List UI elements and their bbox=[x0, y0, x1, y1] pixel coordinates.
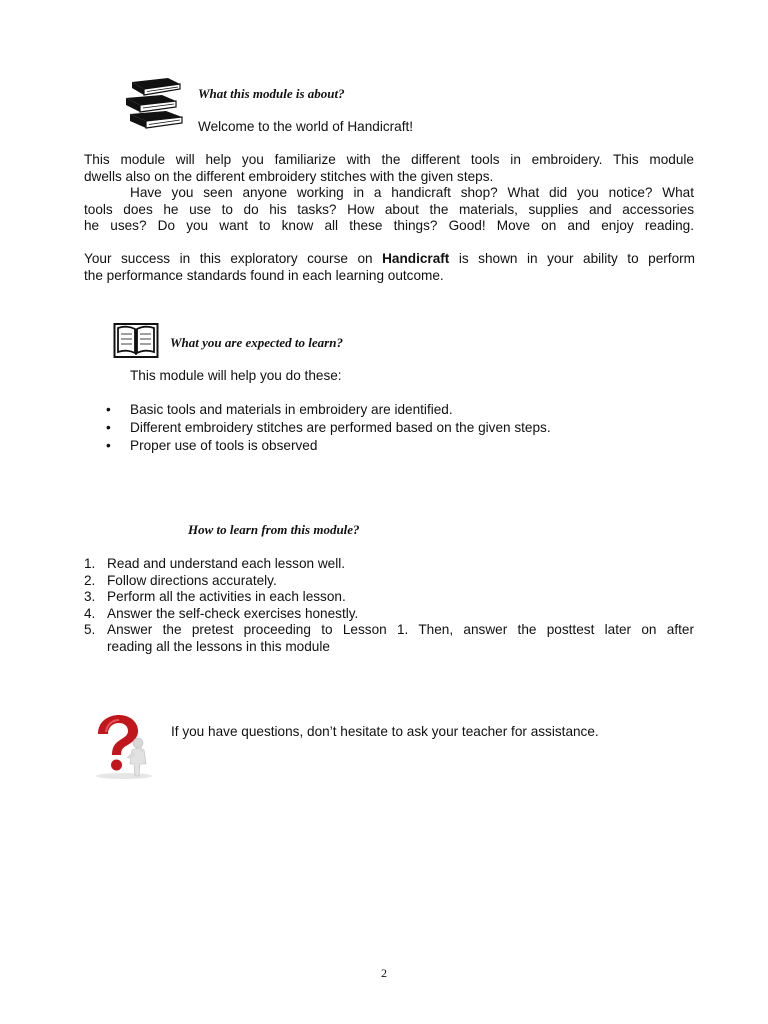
list-item: • Proper use of tools is observed bbox=[106, 438, 551, 456]
list-item: • Basic tools and materials in embroidery are identified. bbox=[106, 402, 551, 420]
list-item bbox=[84, 622, 694, 655]
step-number: 4. bbox=[84, 605, 96, 621]
list-item bbox=[84, 556, 694, 573]
step-number: 5. bbox=[84, 622, 96, 637]
heading-expected-learn: What you are expected to learn? bbox=[170, 335, 343, 350]
list-item bbox=[84, 589, 694, 606]
intro-line-3: Have you seen anyone working in a handicraft shop? What did you notice? What bbox=[130, 185, 694, 200]
intro-line-4: tools does he use to do his tasks? How about the materials, supplies and accessories bbox=[84, 201, 694, 217]
step-text: Answer the self-check exercises honestly. bbox=[107, 605, 359, 621]
intro-paragraph bbox=[84, 152, 694, 235]
stacked-books-icon bbox=[122, 76, 186, 130]
intro-line-1: This module will help you familiarize with the different tools in embroidery. This module bbox=[84, 152, 694, 167]
welcome-text: Welcome to the world of Handicraft! bbox=[198, 119, 414, 134]
step-number: 1. bbox=[84, 556, 96, 571]
success-paragraph bbox=[84, 251, 695, 284]
assistance-note: If you have questions, don’t hesitate to ask your teacher for assistance. bbox=[171, 724, 599, 739]
success-line-1 bbox=[84, 251, 695, 268]
expected-intro: This module will help you do these: bbox=[130, 368, 342, 383]
step-text: Read and understand each lesson well. bbox=[107, 556, 346, 571]
intro-line-5: he uses? Do you want to know all these things? Good! Move on and enjoy reading. bbox=[84, 218, 694, 233]
list-item: • Different embroidery stitches are performed based on the given steps. bbox=[106, 420, 551, 438]
step-text-line-1: Answer the pretest proceeding to Lesson 1. Then, answer the posttest later on after bbox=[107, 622, 694, 637]
heading-module-about: What this module is about? bbox=[198, 86, 345, 101]
steps-list bbox=[84, 556, 694, 655]
outcomes-list bbox=[106, 402, 551, 456]
step-text: Follow directions accurately. bbox=[107, 572, 277, 588]
step-number: 2. bbox=[84, 572, 96, 588]
page-number: 2 bbox=[381, 966, 387, 980]
success-text-after: is shown in your ability to perform bbox=[449, 251, 695, 266]
success-text-before: Your success in this exploratory course on bbox=[84, 251, 383, 266]
step-text: Perform all the activities in each lesson. bbox=[107, 589, 346, 604]
step-text-line-2: reading all the lessons in this module bbox=[107, 638, 330, 654]
list-item bbox=[84, 606, 694, 623]
handicraft-bold: Handicraft bbox=[382, 251, 450, 266]
intro-line-2: dwells also on the different embroidery stitches with the given steps. bbox=[84, 168, 494, 184]
list-item bbox=[84, 573, 694, 590]
step-number: 3. bbox=[84, 589, 96, 604]
heading-how-to-learn: How to learn from this module? bbox=[188, 522, 360, 537]
success-line-2: the performance standards found in each learning outcome. bbox=[84, 267, 444, 283]
question-mark-person-icon bbox=[84, 712, 160, 780]
open-book-icon bbox=[113, 320, 159, 360]
